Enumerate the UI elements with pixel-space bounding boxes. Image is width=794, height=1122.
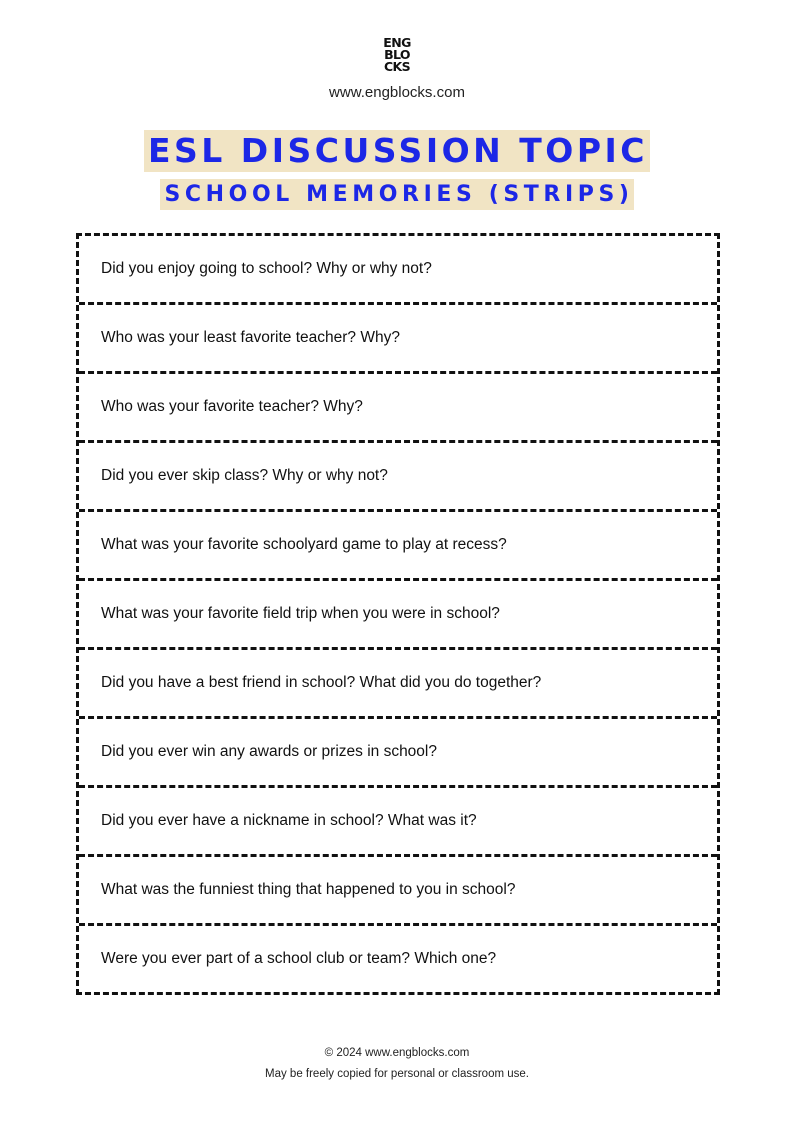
discussion-strip: Were you ever part of a school club or team? Which one? <box>79 923 717 992</box>
discussion-strip: Who was your least favorite teacher? Why? <box>79 302 717 371</box>
engblocks-logo <box>383 37 410 73</box>
logo-line: BLO <box>384 47 410 62</box>
subtitle-container <box>0 179 794 210</box>
discussion-strip: What was your favorite schoolyard game to play at recess? <box>79 509 717 578</box>
title-container <box>0 130 794 172</box>
page-subtitle: SCHOOL MEMORIES (STRIPS) <box>160 179 633 210</box>
discussion-strip: Did you enjoy going to school? Why or why not? <box>101 260 432 277</box>
logo-line: ENG <box>383 35 411 50</box>
discussion-strip: Did you ever have a nickname in school? What was it? <box>79 785 717 854</box>
discussion-strip: What was your favorite field trip when you were in school? <box>79 578 717 647</box>
site-url: www.engblocks.com <box>329 84 465 101</box>
footer <box>0 1043 794 1085</box>
discussion-strip: Who was your favorite teacher? Why? <box>79 371 717 440</box>
logo <box>0 37 794 76</box>
discussion-strips <box>76 233 720 995</box>
discussion-strip: Did you ever win any awards or prizes in school? <box>79 716 717 785</box>
footer-notice: May be freely copied for personal or classroom use. <box>265 1068 529 1080</box>
page-title: ESL DISCUSSION TOPIC <box>144 130 650 172</box>
discussion-strip: What was the funniest thing that happened to you in school? <box>79 854 717 923</box>
footer-copyright: © 2024 www.engblocks.com <box>324 1047 470 1059</box>
discussion-strip: Did you have a best friend in school? What did you do together? <box>79 647 717 716</box>
logo-line: CKS <box>383 59 411 74</box>
discussion-strip: Did you ever skip class? Why or why not? <box>79 440 717 509</box>
